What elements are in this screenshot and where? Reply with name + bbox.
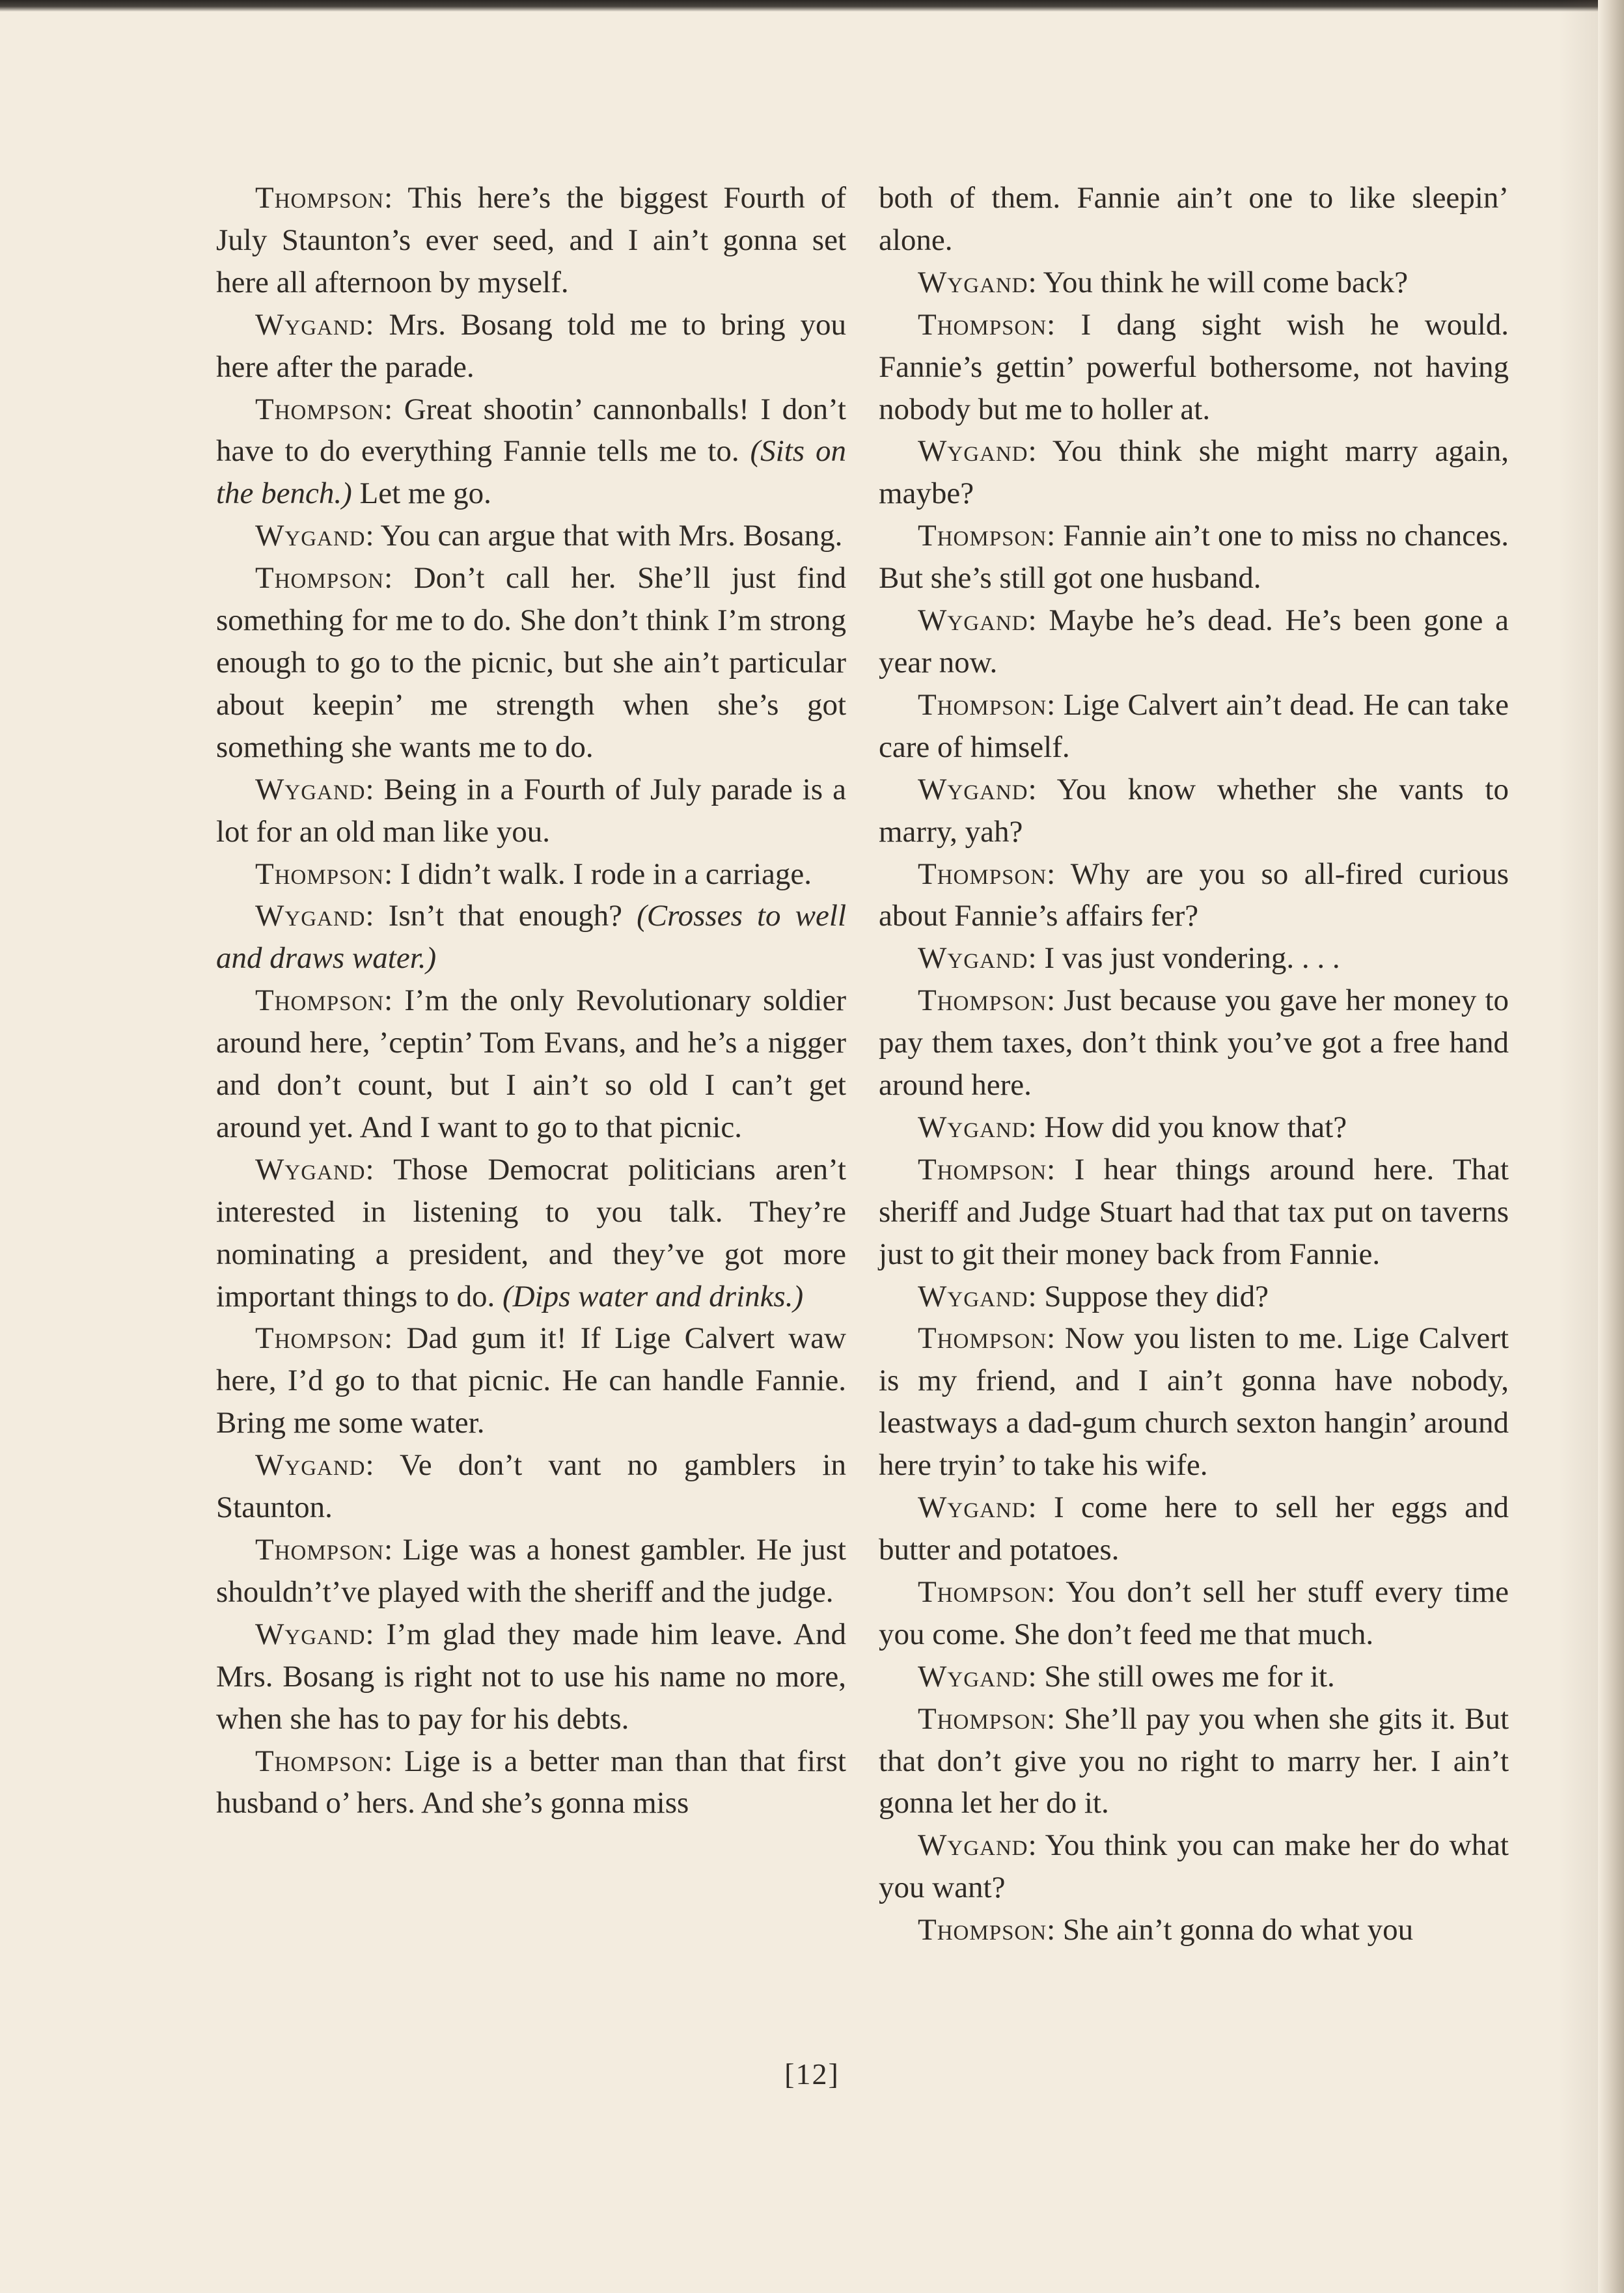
dialogue-line: Wygand: You think she might marry again, maybe?	[879, 434, 1509, 511]
dialogue-text: I come here to sell her eggs and butter and potatoes.	[879, 1490, 1509, 1567]
speaker-name: Wygand	[918, 434, 1028, 469]
page-number: [12]	[784, 2057, 840, 2091]
dialogue-line: Wygand: You think you can make her do what you want?	[879, 1828, 1509, 1905]
speaker-name: Thompson	[255, 1744, 385, 1778]
dialogue-line: Thompson: Lige is a better man than that first husband o’ hers. And she’s gonna miss	[216, 1744, 846, 1820]
dialogue-line: Wygand: How did you know that?	[918, 1110, 1347, 1144]
dialogue-line: Wygand: Being in a Fourth of July parade is a lot for an old man like you.	[216, 772, 846, 849]
dialogue-text: Mrs. Bosang told me to bring you here after the parade.	[216, 307, 846, 384]
speaker-name: Thompson	[255, 857, 385, 891]
dialogue-line: Thompson: Lige was a honest gambler. He just shouldn’t’ve played with the sheriff and the judge.	[216, 1533, 846, 1609]
dialogue-line: Wygand: Isn’t that enough? (Crosses to well and draws water.)	[216, 899, 846, 976]
dialogue-line: Thompson: Dad gum it! If Lige Calvert waw here, I’d go to that picnic. He can handle Fannie. Bring me some water.	[216, 1321, 846, 1440]
dialogue-text: Dad gum it! If Lige Calvert waw here, I’d go to that picnic. He can handle Fannie. Bring me some water.	[216, 1321, 846, 1440]
dialogue-line: Thompson: Just because you gave her money to pay them taxes, don’t think you’ve got a free hand around here.	[879, 983, 1509, 1103]
speaker-name: Wygand	[918, 1828, 1028, 1863]
right-text-column	[879, 177, 1509, 1951]
speaker-name: Thompson	[918, 857, 1047, 891]
speaker-name: Thompson	[255, 561, 385, 596]
speaker-name: Thompson	[918, 307, 1047, 342]
dialogue-text: I didn’t walk. I rode in a carriage.	[400, 857, 812, 891]
speaker-name: Thompson	[918, 519, 1047, 553]
speaker-name: Wygand	[255, 1152, 366, 1187]
speaker-name: Wygand	[255, 899, 366, 933]
dialogue-line: Thompson: I hear things around here. That sheriff and Judge Stuart had that tax put on taverns just to git their money back from Fannie.	[879, 1152, 1509, 1271]
speaker-name: Thompson	[918, 1701, 1047, 1736]
stage-direction: (Sits on the bench.)	[216, 434, 846, 511]
dialogue-text: You don’t sell her stuff every time you come. She don’t feed me that much.	[879, 1574, 1509, 1651]
page-right-edge	[1598, 0, 1624, 2293]
dialogue-line: Wygand: Maybe he’s dead. He’s been gone a year now.	[879, 603, 1509, 680]
dialogue-text: You think you can make her do what you want?	[879, 1828, 1509, 1905]
speaker-name: Wygand	[255, 1617, 366, 1651]
left-text-column	[216, 177, 846, 1824]
dialogue-line: Wygand: Those Democrat politicians aren’t interested in listening to you talk. They’re nominating a president, and they’ve got more important things to do. (Dips water and drinks.)	[216, 1152, 846, 1313]
speaker-name: Thompson	[255, 1533, 385, 1567]
dialogue-text: I vas just vondering. . . .	[1044, 941, 1340, 976]
speaker-name: Wygand	[918, 603, 1028, 638]
dialogue-text: Those Democrat politicians aren’t interested in listening to you talk. They’re nominating a president, and they’ve got more important things to do.	[216, 1152, 846, 1313]
speaker-name: Wygand	[918, 1279, 1028, 1313]
dialogue-text: Isn’t that enough?	[388, 899, 622, 933]
dialogue-line: Thompson: She’ll pay you when she gits it. But that don’t give you no right to marry her. I ain’t gonna let her do it.	[879, 1701, 1509, 1820]
dialogue-text: Lige is a better man than that first husband o’ hers. And she’s gonna miss	[216, 1744, 846, 1820]
dialogue-line: Thompson: I dang sight wish he would. Fannie’s gettin’ powerful bothersome, not having nobody but me to holler at.	[879, 307, 1509, 426]
dialogue-text: I hear things around here. That sheriff and Judge Stuart had that tax put on taverns just to git their money back from Fannie.	[879, 1152, 1509, 1271]
speaker-name: Wygand	[255, 307, 366, 342]
dialogue-text: She still owes me for it.	[1044, 1659, 1335, 1694]
speaker-name: Wygand	[918, 1490, 1028, 1525]
dialogue-text: You know whether she vants to marry, yah?	[879, 772, 1509, 849]
dialogue-text: I’m glad they made him leave. And Mrs. Bosang is right not to use his name no more, when she has to pay for his debts.	[216, 1617, 846, 1736]
speaker-name: Thompson	[918, 983, 1047, 1018]
stage-direction: (Dips water and drinks.)	[502, 1279, 804, 1313]
binding-shadow	[1559, 0, 1598, 2293]
speaker-name: Wygand	[918, 1110, 1028, 1144]
stage-direction: (Crosses to well and draws water.)	[216, 899, 846, 976]
dialogue-line: Thompson: Great shootin’ cannonballs! I don’t have to do everything Fannie tells me to. (Sits on the bench.) Let me go.	[216, 392, 846, 511]
dialogue-text: Maybe he’s dead. He’s been gone a year now.	[879, 603, 1509, 680]
dialogue-text: both of them. Fannie ain’t one to like sleepin’ alone.	[879, 181, 1509, 257]
page-top-edge	[0, 0, 1624, 12]
speaker-name: Wygand	[255, 1448, 366, 1483]
dialogue-text: This here’s the biggest Fourth of July Staunton’s ever seed, and I ain’t gonna set here all afternoon by myself.	[216, 181, 846, 299]
dialogue-line: Wygand: I come here to sell her eggs and butter and potatoes.	[879, 1490, 1509, 1567]
dialogue-line: Thompson: She ain’t gonna do what you	[918, 1913, 1414, 1947]
speaker-name: Thompson	[918, 1321, 1047, 1356]
speaker-name: Thompson	[255, 1321, 385, 1356]
speaker-name: Thompson	[918, 1152, 1047, 1187]
dialogue-line: Thompson: Why are you so all-fired curious about Fannie’s affairs fer?	[879, 857, 1509, 933]
dialogue-line: Wygand: You know whether she vants to marry, yah?	[879, 772, 1509, 849]
dialogue-line: Thompson: I didn’t walk. I rode in a carriage.	[255, 857, 812, 891]
dialogue-line: Wygand: I vas just vondering. . . .	[918, 941, 1340, 976]
dialogue-line: Thompson: Now you listen to me. Lige Calvert is my friend, and I ain’t gonna have nobody, leastways a dad-gum church sexton hangin’ around here tryin’ to take his wife.	[879, 1321, 1509, 1483]
dialogue-line: Wygand: Suppose they did?	[918, 1279, 1269, 1313]
dialogue-text: Lige was a honest gambler. He just shouldn’t’ve played with the sheriff and the judge.	[216, 1533, 846, 1609]
dialogue-line: Thompson: I’m the only Revolutionary soldier around here, ’ceptin’ Tom Evans, and he’s a nigger and don’t count, but I ain’t so old I can’t get around yet. And I want to go to that picnic.	[216, 983, 846, 1144]
dialogue-line: Wygand: She still owes me for it.	[918, 1659, 1335, 1694]
dialogue-text: She’ll pay you when she gits it. But that don’t give you no right to marry her. I ain’t gonna let her do it.	[879, 1701, 1509, 1820]
dialogue-line: Wygand: Ve don’t vant no gamblers in Staunton.	[216, 1448, 846, 1525]
dialogue-text: I’m the only Revolutionary soldier around here, ’ceptin’ Tom Evans, and he’s a nigger and don’t count, but I ain’t so old I can’t get around yet. And I want to go to that picnic.	[216, 983, 846, 1144]
speaker-name: Thompson	[918, 1913, 1047, 1947]
dialogue-text: Now you listen to me. Lige Calvert is my friend, and I ain’t gonna have nobody, leastways a dad-gum church sexton hangin’ around here tryin’ to take his wife.	[879, 1321, 1509, 1483]
dialogue-text: Fannie ain’t one to miss no chances. But she’s still got one husband.	[879, 519, 1509, 596]
dialogue-line: Wygand: Mrs. Bosang told me to bring you here after the parade.	[216, 307, 846, 384]
dialogue-text: Suppose they did?	[1044, 1279, 1269, 1313]
dialogue-line: Thompson: You don’t sell her stuff every time you come. She don’t feed me that much.	[879, 1574, 1509, 1651]
dialogue-line: Wygand: You think he will come back?	[918, 265, 1409, 299]
dialogue-line: Thompson: This here’s the biggest Fourth of July Staunton’s ever seed, and I ain’t gonna set here all afternoon by myself.	[216, 181, 846, 299]
dialogue-text: Just because you gave her money to pay them taxes, don’t think you’ve got a free hand around here.	[879, 983, 1509, 1103]
dialogue-line: Thompson: Lige Calvert ain’t dead. He can take care of himself.	[879, 687, 1509, 764]
speaker-name: Thompson	[918, 687, 1047, 722]
dialogue-text: You think she might marry again, maybe?	[879, 434, 1509, 511]
dialogue-line: Wygand: You can argue that with Mrs. Bosang.	[255, 519, 843, 553]
speaker-name: Wygand	[255, 772, 366, 806]
dialogue-text: She ain’t gonna do what you	[1062, 1913, 1414, 1947]
dialogue-text: Being in a Fourth of July parade is a lot for an old man like you.	[216, 772, 846, 849]
dialogue-text: You think he will come back?	[1043, 265, 1409, 299]
speaker-name: Thompson	[255, 983, 385, 1018]
dialogue-text: Lige Calvert ain’t dead. He can take care of himself.	[879, 687, 1509, 764]
speaker-name: Wygand	[918, 265, 1028, 299]
speaker-name: Wygand	[918, 1659, 1028, 1694]
speaker-name: Thompson	[918, 1574, 1047, 1609]
dialogue-line: Thompson: Don’t call her. She’ll just find something for me to do. She don’t think I’m strong enough to go to the picnic, but she ain’t particular about keepin’ me strength when she’s got something she wants me to do.	[216, 561, 846, 764]
dialogue-text: Ve don’t vant no gamblers in Staunton.	[216, 1448, 846, 1525]
dialogue-line: Wygand: I’m glad they made him leave. And Mrs. Bosang is right not to use his name no more, when she has to pay for his debts.	[216, 1617, 846, 1736]
dialogue-text: How did you know that?	[1044, 1110, 1347, 1144]
speaker-name: Thompson	[255, 181, 385, 215]
speaker-name: Wygand	[918, 772, 1028, 806]
speaker-name: Thompson	[255, 392, 385, 426]
dialogue-line	[879, 177, 1509, 262]
dialogue-text: Why are you so all-fired curious about Fannie’s affairs fer?	[879, 857, 1509, 933]
dialogue-text: Great shootin’ cannonballs! I don’t have to do everything Fannie tells me to.	[216, 392, 846, 469]
dialogue-text: Don’t call her. She’ll just find something for me to do. She don’t think I’m strong enough to go to the picnic, but she ain’t particular about keepin’ me strength when she’s got something she wants me to do.	[216, 561, 846, 764]
dialogue-text-continued: Let me go.	[359, 476, 491, 511]
dialogue-text: I dang sight wish he would. Fannie’s gettin’ powerful bothersome, not having nobody but me to holler at.	[879, 307, 1509, 426]
dialogue-line: Thompson: Fannie ain’t one to miss no chances. But she’s still got one husband.	[879, 519, 1509, 596]
dialogue-text: You can argue that with Mrs. Bosang.	[380, 519, 843, 553]
speaker-name: Wygand	[255, 519, 366, 553]
speaker-name: Wygand	[918, 941, 1028, 976]
